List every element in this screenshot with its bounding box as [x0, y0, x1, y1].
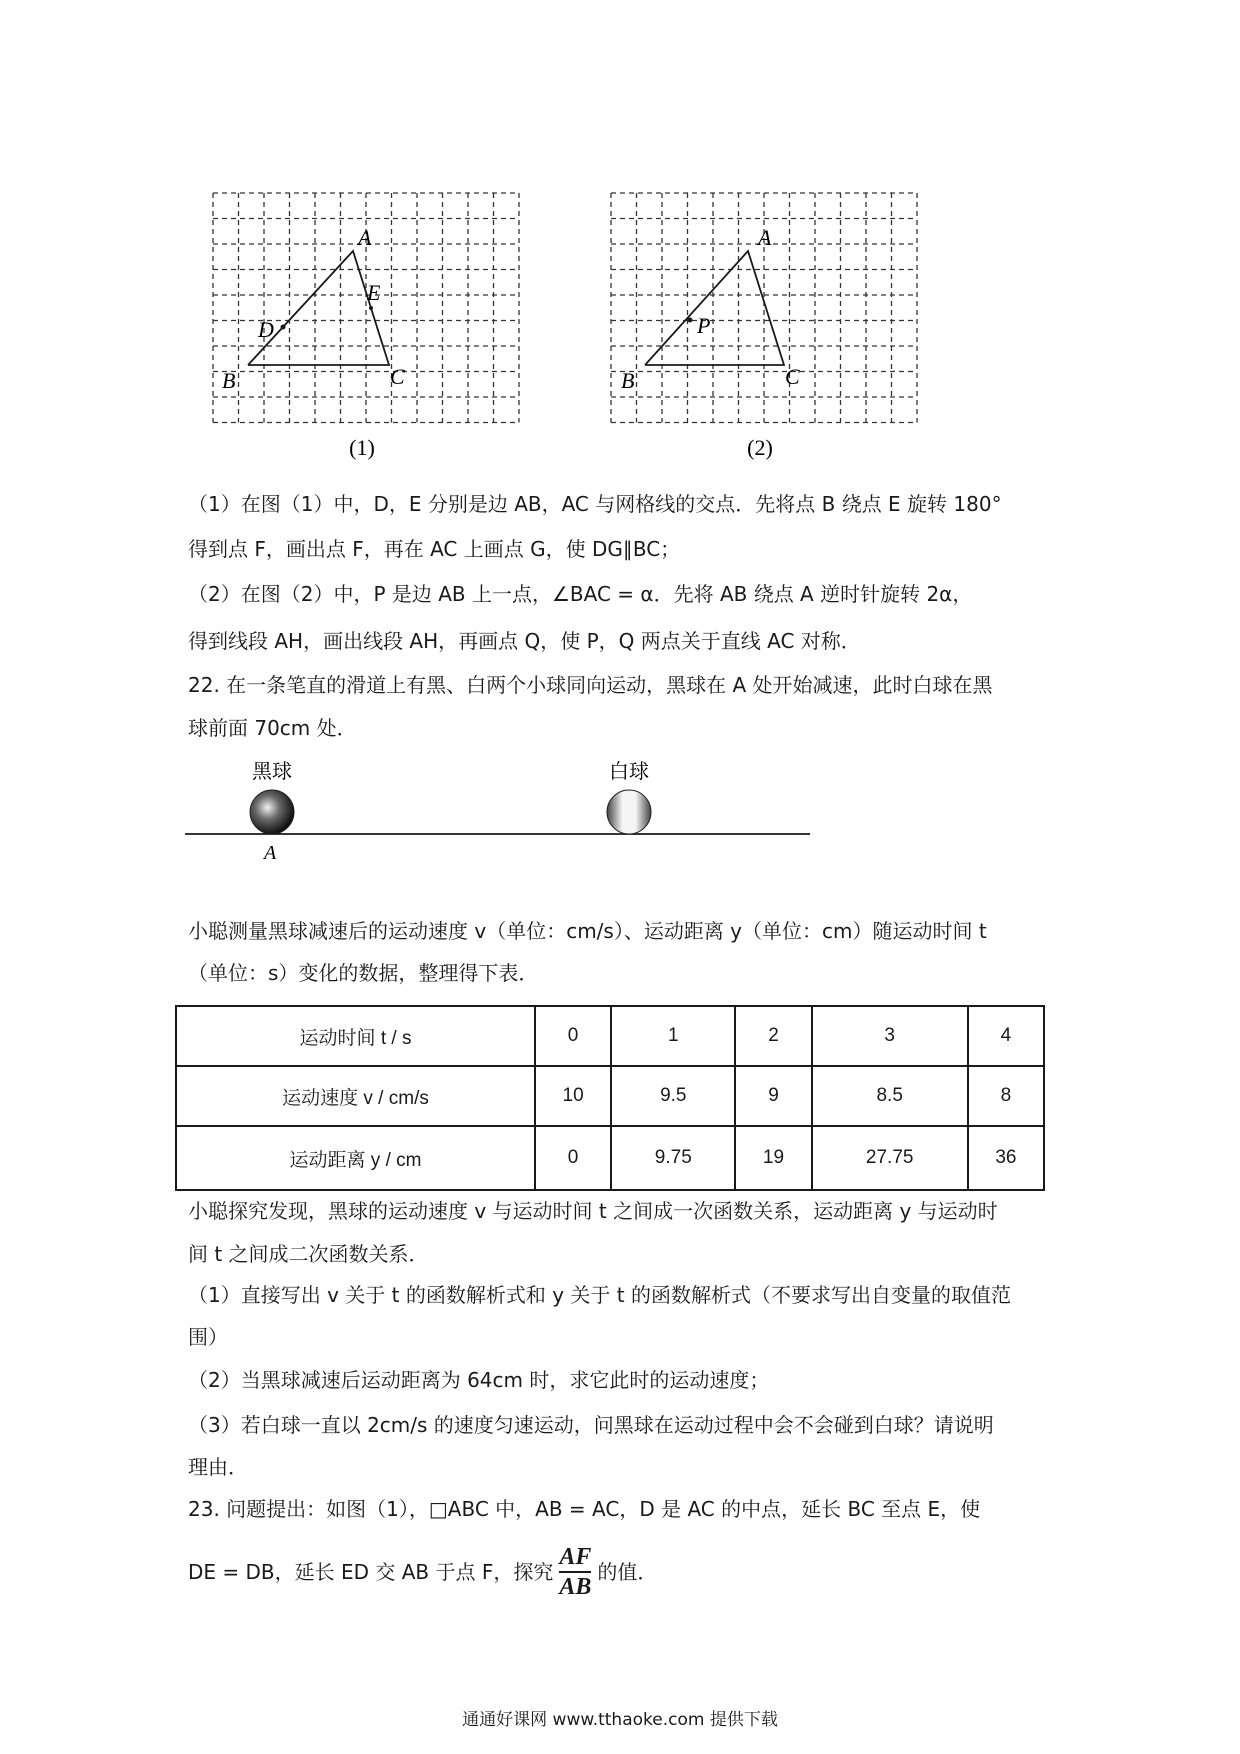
- row-label-time: 运动时间 t / s: [176, 1006, 535, 1066]
- motion-data-table: [175, 1005, 1045, 1191]
- q23-line-2-suffix: 的值．: [597, 1560, 658, 1584]
- label-d-fig1: D: [258, 317, 274, 342]
- q21-line-2: 得到点 F，画出点 F，再在 AC 上画点 G，使 DG∥BC；: [188, 537, 681, 561]
- q23-line-1: 23. 问题提出：如图（1），□ABC 中，AB = AC，D 是 AC 的中点，延长 BC 至点 E，使: [188, 1497, 981, 1521]
- fraction-numerator: AF: [559, 1543, 591, 1573]
- white-ball: [607, 790, 651, 834]
- label-e-fig1: E: [367, 280, 381, 305]
- table-cell: 10: [535, 1066, 611, 1126]
- table-cell: 0: [535, 1126, 611, 1190]
- figure-1-caption: (1): [349, 435, 375, 460]
- table-cell: 8: [968, 1066, 1044, 1126]
- table-cell: 8.5: [812, 1066, 968, 1126]
- q22-part-1-line-2: 围）: [188, 1325, 228, 1349]
- table-cell: 0: [535, 1006, 611, 1066]
- label-a-fig1: A: [358, 225, 372, 250]
- label-c-fig1: C: [390, 364, 405, 389]
- ball-track-diagram: [180, 748, 820, 863]
- table-cell: 9.5: [611, 1066, 735, 1126]
- table-cell: 19: [735, 1126, 811, 1190]
- q21-line-3: （2）在图（2）中，P 是边 AB 上一点，∠BAC = α．先将 AB 绕点 A 逆时针旋转 2α，: [188, 582, 973, 606]
- row-label-speed: 运动速度 v / cm/s: [176, 1066, 535, 1126]
- table-row: [176, 1126, 1044, 1190]
- table-cell: 3: [812, 1006, 968, 1066]
- q22-part-2: （2）当黑球减速后运动距离为 64cm 时，求它此时的运动速度；: [188, 1368, 770, 1392]
- black-ball: [250, 790, 294, 834]
- table-cell: 4: [968, 1006, 1044, 1066]
- label-b-fig2: B: [621, 368, 635, 393]
- table-cell: 9.75: [611, 1126, 735, 1190]
- label-b-fig1: B: [222, 368, 236, 393]
- table-cell: 9: [735, 1066, 811, 1126]
- table-cell: 2: [735, 1006, 811, 1066]
- label-c-fig2: C: [785, 364, 800, 389]
- point-d-fig1: [281, 325, 286, 330]
- q22-desc-line-2: （单位：s）变化的数据，整理得下表．: [188, 961, 539, 985]
- table-cell: 1: [611, 1006, 735, 1066]
- white-ball-label: 白球: [609, 759, 649, 783]
- table-cell: 27.75: [812, 1126, 968, 1190]
- q22-part-3-line-2: 理由．: [188, 1455, 248, 1479]
- q21-line-1: （1）在图（1）中，D，E 分别是边 AB，AC 与网格线的交点．先将点 B 绕点 E 旋转 180°: [188, 492, 1002, 516]
- point-a-label: A: [264, 842, 277, 863]
- triangle-abc-fig1: [248, 251, 389, 365]
- q22-finding-line-1: 小聪探究发现，黑球的运动速度 v 与运动时间 t 之间成一次函数关系，运动距离 y 与运动时: [188, 1199, 998, 1223]
- fraction-denominator: AB: [559, 1574, 592, 1600]
- table-row: [176, 1006, 1044, 1066]
- label-p-fig2: P: [697, 313, 711, 338]
- black-ball-label: 黑球: [252, 759, 292, 783]
- q22-desc-line-1: 小聪测量黑球减速后的运动速度 v（单位：cm/s）、运动距离 y（单位：cm）随运动时间 t: [188, 919, 987, 943]
- label-a-fig2: A: [758, 225, 772, 250]
- q22-intro-line-2: 球前面 70cm 处．: [188, 716, 357, 740]
- triangle-abc-fig2: [645, 251, 784, 365]
- point-e-fig1: [369, 306, 373, 310]
- page-footer: 通通好课网 www.tthaoke.com 提供下载: [462, 1710, 778, 1730]
- q22-intro-line-1: 22. 在一条笔直的滑道上有黑、白两个小球同向运动，黑球在 A 处开始减速，此时白球在黑: [188, 673, 993, 697]
- fraction-af-over-ab: [559, 1543, 591, 1601]
- q23-line-2-text: DE = DB，延长 ED 交 AB 于点 F，探究: [188, 1560, 554, 1584]
- geometry-figures: [0, 0, 1240, 470]
- q22-finding-line-2: 间 t 之间成二次函数关系．: [188, 1242, 429, 1266]
- table-row: [176, 1066, 1044, 1126]
- figure-2-caption: (2): [747, 435, 773, 460]
- table-cell: 36: [968, 1126, 1044, 1190]
- q21-line-4: 得到线段 AH，画出线段 AH，再画点 Q，使 P，Q 两点关于直线 AC 对称．: [188, 629, 861, 653]
- point-p-fig2: [688, 318, 693, 323]
- q22-part-3-line-1: （3）若白球一直以 2cm/s 的速度匀速运动，问黑球在运动过程中会不会碰到白球？请说明: [188, 1413, 994, 1437]
- row-label-distance: 运动距离 y / cm: [176, 1126, 535, 1190]
- q22-part-1-line-1: （1）直接写出 v 关于 t 的函数解析式和 y 关于 t 的函数解析式（不要求写出自变量的取值范: [188, 1283, 1011, 1307]
- q23-line-2: [188, 1540, 1068, 1604]
